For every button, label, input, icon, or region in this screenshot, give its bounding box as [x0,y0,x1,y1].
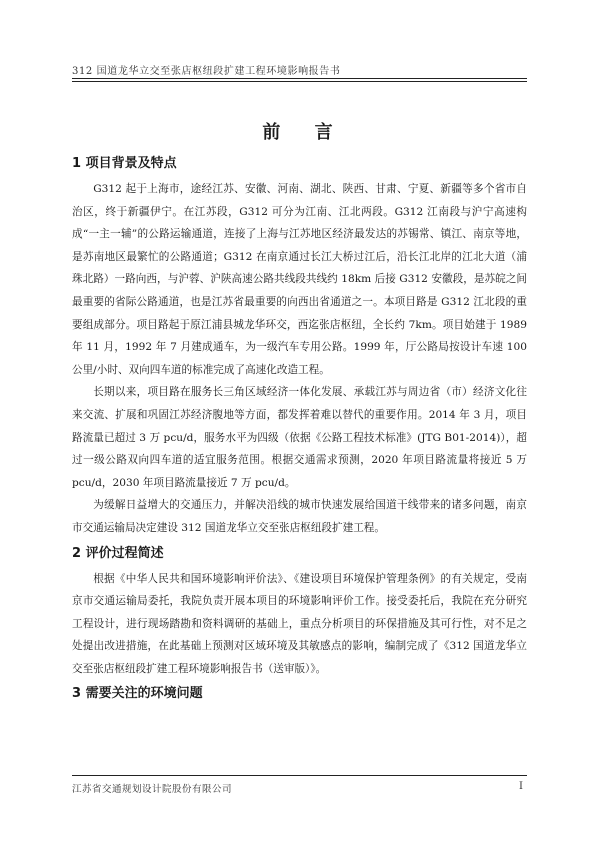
section-heading: 3 需要关注的环境问题 [72,686,203,702]
footer-company: 江苏省交通规划设计院股份有限公司 [72,784,233,795]
section-heading: 2 评价过程简述 [72,545,164,561]
section-project-background [72,156,527,540]
section-heading: 1 项目背景及特点 [72,156,177,171]
paragraph: 根据《中华人民共和国环境影响评价法》、《建设项目环境保护管理条例》的有关规定，受南京市交通运输局委托，我院负责开展本项目的环境影响评价工作。接受委托后，我院在充分研究工程设计，进行现场踏勘和资料调研的基础上，重点分析项目的环保措施及其可行性，对不足之处提出改进措施，在此基础上预测对区域环境及其敏感点的影响，编制完成了《312 国道龙华立交至张店枢纽段扩建工程环境影响报告书（送审版）》。 [72,572,527,675]
main-content [72,150,527,708]
section-environmental-issues [72,686,527,702]
header-rule-thin [72,81,527,82]
page-number: I [519,781,523,792]
paragraph: 长期以来，项目路在服务长三角区域经济一体化发展、承载江苏与周边省（市）经济文化往来交流、扩展和巩固江苏经济腹地等方面，都发挥着难以替代的重要作用。2014 年 3 月，项目路流量已超过 3 万 pcu/d，服务水平为四级（依据《公路工程技术标准》(JTG B01-2014)），超过一级公路双向四车道的适宜服务范围。根据交通需求预测，2020 年项目路流量将接近 5 万 pcu/d，2030 年项目路流量接近 7 万 pcu/d。 [72,386,527,489]
paragraph: G312 起于上海市，途经江苏、安徽、河南、湖北、陕西、甘肃、宁夏、新疆等多个省市自治区，终于新疆伊宁。在江苏段，G312 可分为江南、江北两段。G312 江南段与沪宁高速构成“一主一辅”的公路运输通道，连接了上海与江苏地区经济最发达的苏锡常、镇江、南京等地，是苏南地区最繁忙的公路通道；G312 在南京通过长江大桥过江后，沿长江北岸的江北大道（浦珠北路）一路向西，与沪蓉、沪陕高速公路共线段共线约 18km 后接 G312 安徽段，是苏皖之间最重要的省际公路通道，也是江苏省最重要的向西出省通道之一。本项目路是 G312 江北段的重要组成部分。项目路起于原江浦县城龙华环交，西迄张店枢纽，全长约 7km。项目始建于 1989 年 11 月，1992 年 7 月建成通车，为一级汽车专用公路。1999 年，厅公路局按设计车速 100 公里/小时、双向四车道的标准完成了高速化改造工程。 [72,183,527,376]
footer-rule [72,775,527,776]
document-title: 前 言 [262,122,347,143]
running-header: 312 国道龙华立交至张店枢纽段扩建工程环境影响报告书 [72,66,341,77]
paragraph: 为缓解日益增大的交通压力，并解决沿线的城市快速发展给国道干线带来的诸多问题，南京市交通运输局决定建设 312 国道龙华立交至张店枢纽段扩建工程。 [72,499,527,534]
header-rule [72,78,527,79]
section-evaluation-process [72,546,527,681]
